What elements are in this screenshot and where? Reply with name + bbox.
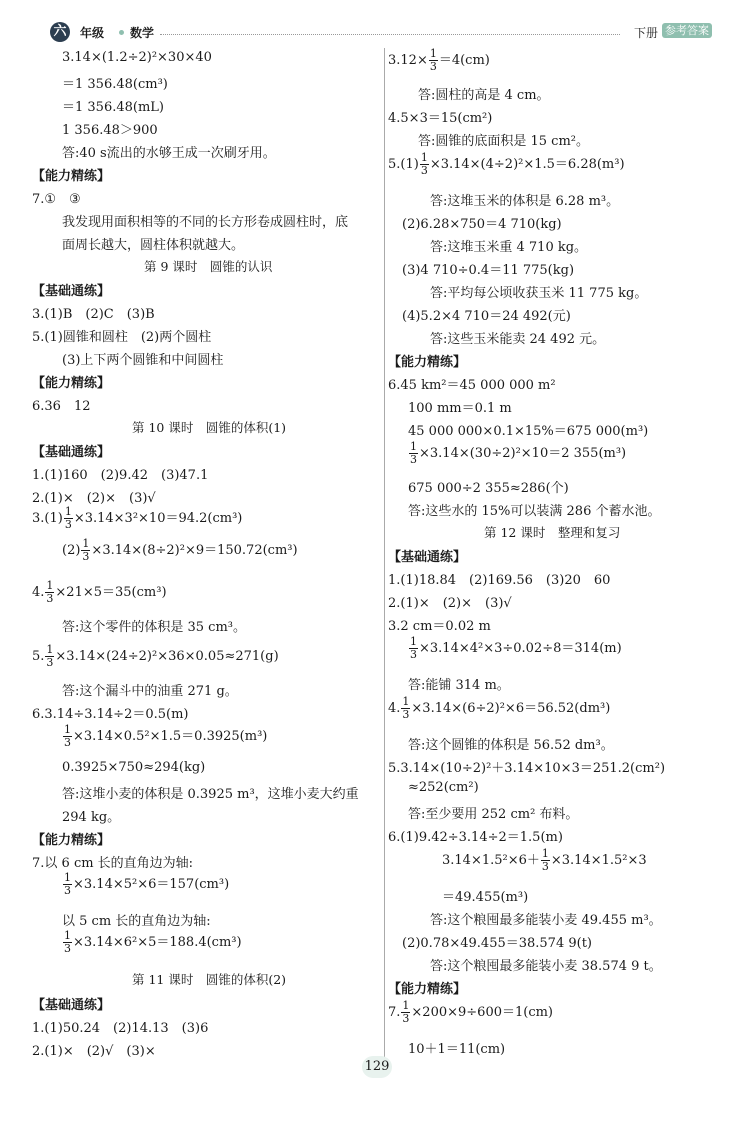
section-heading: 【基础通练】 [32, 445, 111, 460]
fraction: $\frac{1}{3}$ [64, 929, 71, 955]
volume-label: 下册 [634, 26, 659, 40]
text-line: ＝1 356.48(mL) [62, 100, 164, 115]
text-line: 答:这个零件的体积是 35 cm³。 [62, 620, 247, 635]
formula-line: (2) $\frac{1}{3}$ ×3.14×(8÷2)²×9＝150.72(cm³) [62, 537, 298, 563]
fraction: $\frac{1}{3}$ [402, 695, 410, 721]
text-line: 5.(1)圆锥和圆柱 (2)两个圆柱 [32, 330, 212, 345]
text-line: 我发现用面积相等的不同的长方形卷成圆柱时，底 [62, 215, 349, 230]
grade-badge: 六 [50, 22, 70, 42]
text-line: 2.(1)× (2)√ (3)× [32, 1044, 156, 1059]
fraction: $\frac{1}{3}$ [82, 537, 90, 563]
text-line: 0.3925×750≈294(kg) [62, 760, 206, 775]
page-number: 129 [362, 1056, 392, 1078]
fraction: $\frac{1}{3}$ [46, 643, 54, 669]
fraction: $\frac{1}{3}$ [64, 871, 71, 897]
fraction: $\frac{1}{3}$ [420, 151, 428, 177]
text-line: 以 5 cm 长的直角边为轴: [62, 914, 211, 929]
text-line: 答:这些水的 15%可以装满 286 个蓄水池。 [408, 504, 661, 519]
text-line: 面周长越大，圆柱体积就越大。 [62, 238, 245, 253]
section-heading: 【能力精练】 [32, 833, 111, 848]
fraction: $\frac{1}{3}$ [541, 847, 549, 873]
text-line: (4)5.2×4 710＝24 492(元) [402, 309, 571, 324]
fraction: $\frac{1}{3}$ [46, 579, 54, 605]
text-line: (3)4 710÷0.4＝11 775(kg) [402, 263, 575, 278]
text-line: 答:至少要用 252 cm² 布料。 [408, 807, 579, 822]
lesson-title: 第 12 课时 整理和复习 [484, 525, 621, 540]
text-line: 答:圆锥的底面积是 15 cm²。 [418, 134, 590, 149]
text-line: 675 000÷2 355≈286(个) [408, 481, 569, 496]
subject-label: 数学 [130, 26, 155, 40]
text-line: 3.(1)B (2)C (3)B [32, 307, 155, 322]
text-line: (2)6.28×750＝4 710(kg) [402, 217, 562, 232]
section-heading: 【能力精练】 [32, 376, 111, 391]
section-heading: 【能力精练】 [32, 169, 111, 184]
formula-line: $\frac{1}{3}$ ×3.14×6²×5＝188.4(cm³) [64, 929, 242, 955]
formula-line: 5. $\frac{1}{3}$ ×3.14×(24÷2)²×36×0.05≈271(g) [32, 643, 279, 669]
text-line: ＝49.455(m³) [442, 890, 529, 905]
lesson-title: 第 9 课时 圆锥的认识 [144, 259, 273, 274]
header-rule [160, 34, 620, 35]
lesson-title: 第 10 课时 圆锥的体积(1) [132, 420, 287, 435]
text-line: 100 mm＝0.1 m [408, 401, 512, 416]
text-line: 7.① ③ [32, 192, 81, 207]
formula-line: 3.12× $\frac{1}{3}$ ＝4(cm) [388, 47, 490, 73]
formula-line: 4. $\frac{1}{3}$ ×3.14×(6÷2)²×6＝56.52(dm³) [388, 695, 611, 721]
section-heading: 【基础通练】 [388, 550, 467, 565]
text-line: 答:这堆玉米的体积是 6.28 m³。 [430, 194, 620, 209]
text-line: 10＋1＝11(cm) [408, 1042, 506, 1057]
section-heading: 【能力精练】 [388, 355, 467, 370]
text-line: 5.3.14×(10÷2)²＋3.14×10×3＝251.2(cm²) [388, 761, 666, 776]
text-line: (2)0.78×49.455＝38.574 9(t) [402, 936, 592, 951]
section-heading: 【基础通练】 [32, 284, 111, 299]
text-line: 答:这个粮囤最多能装小麦 38.574 9 t。 [430, 959, 662, 974]
text-line: 1.(1)18.84 (2)169.56 (3)20 60 [388, 573, 611, 588]
section-heading: 【能力精练】 [388, 982, 467, 997]
formula-line: 4. $\frac{1}{3}$ ×21×5＝35(cm³) [32, 579, 167, 605]
text-line: 7.以 6 cm 长的直角边为轴: [32, 856, 194, 871]
text-line: ＝1 356.48(cm³) [62, 77, 168, 92]
page-header [0, 0, 750, 46]
text-line: 1.(1)50.24 (2)14.13 (3)6 [32, 1021, 209, 1036]
text-line: 6.3.14÷3.14÷2＝0.5(m) [32, 707, 189, 722]
text-line: 答:40 s流出的水够王成一次刷牙用。 [62, 146, 276, 161]
text-line: 6.(1)9.42÷3.14÷2＝1.5(m) [388, 830, 563, 845]
fraction: $\frac{1}{3}$ [64, 723, 71, 749]
fraction: $\frac{1}{3}$ [402, 999, 410, 1025]
formula-line: $\frac{1}{3}$ ×3.14×5²×6＝157(cm³) [64, 871, 230, 897]
text-line: (3)上下两个圆锥和中间圆柱 [62, 353, 224, 368]
column-divider [384, 48, 385, 1066]
text-line: 答:这些玉米能卖 24 492 元。 [430, 332, 606, 347]
fraction: $\frac{1}{3}$ [410, 635, 417, 661]
text-line: 答:能铺 314 m。 [408, 678, 510, 693]
formula-line: $\frac{1}{3}$ ×3.14×(30÷2)²×10＝2 355(m³) [410, 440, 627, 466]
text-line: 3.14×(1.2÷2)²×30×40 [62, 50, 212, 65]
formula-line: 3.14×1.5²×6＋ $\frac{1}{3}$ ×3.14×1.5²×3 [442, 847, 647, 873]
text-line: 答:这堆玉米重 4 710 kg。 [430, 240, 588, 255]
formula-line: 5.(1) $\frac{1}{3}$ ×3.14×(4÷2)²×1.5＝6.28(m³) [388, 151, 625, 177]
text-line: 4.5×3＝15(cm²) [388, 111, 493, 126]
text-line: 答:圆柱的高是 4 cm。 [418, 88, 550, 103]
lesson-title: 第 11 课时 圆锥的体积(2) [132, 972, 287, 987]
grade-label: 年级 [80, 26, 105, 40]
fraction: $\frac{1}{3}$ [410, 440, 417, 466]
separator-dot [119, 30, 124, 35]
text-line: ≈252(cm²) [408, 780, 479, 795]
text-line: 答:这个圆锥的体积是 56.52 dm³。 [408, 738, 614, 753]
formula-line: 3.(1) $\frac{1}{3}$ ×3.14×3²×10＝94.2(cm³) [32, 505, 243, 531]
text-line: 294 kg。 [62, 810, 121, 825]
text-line: 答:这个粮囤最多能装小麦 49.455 m³。 [430, 913, 662, 928]
fraction: $\frac{1}{3}$ [429, 47, 437, 73]
text-line: 6.45 km²＝45 000 000 m² [388, 378, 556, 393]
text-line: 3.2 cm＝0.02 m [388, 619, 491, 634]
text-line: 45 000 000×0.1×15%＝675 000(m³) [408, 424, 649, 439]
formula-line: $\frac{1}{3}$ ×3.14×0.5²×1.5＝0.3925(m³) [64, 723, 268, 749]
section-heading: 【基础通练】 [32, 998, 111, 1013]
fraction: $\frac{1}{3}$ [64, 505, 72, 531]
answer-tag: 参考答案 [662, 23, 712, 38]
text-line: 1.(1)160 (2)9.42 (3)47.1 [32, 468, 209, 483]
formula-line: 7. $\frac{1}{3}$ ×200×9÷600＝1(cm) [388, 999, 554, 1025]
text-line: 答:平均每公顷收获玉米 11 775 kg。 [430, 286, 648, 301]
text-line: 1 356.48＞900 [62, 123, 158, 138]
text-line: 2.(1)× (2)× (3)√ [388, 596, 512, 611]
text-line: 答:这个漏斗中的油重 271 g。 [62, 684, 238, 699]
formula-line: $\frac{1}{3}$ ×3.14×4²×3÷0.02÷8＝314(m) [410, 635, 622, 661]
text-line: 答:这堆小麦的体积是 0.3925 m³，这堆小麦大约重 [62, 787, 359, 802]
text-line: 6.36 12 [32, 399, 91, 414]
text-line: 2.(1)× (2)× (3)√ [32, 491, 156, 506]
